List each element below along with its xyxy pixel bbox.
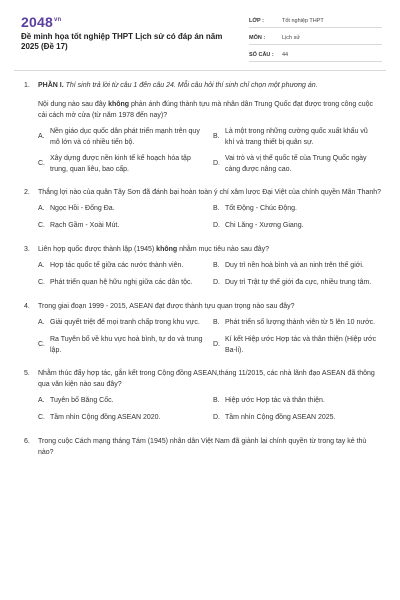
answer-options [38,396,382,424]
question-number: 4. [24,303,30,310]
question-heading [24,187,382,198]
option-text: Hợp tác quốc tế giữa các nước thành viên. [50,262,184,270]
question-stem: Trong giai đoạn 1999 - 2015, ASEAN đạt được thành tựu quan trọng nào sau đây? [38,303,295,310]
logo-text: 2048 [21,14,53,30]
question-heading [24,244,382,255]
option-letter: D. [213,279,220,287]
meta-row-count [249,48,382,62]
option-a[interactable] [38,318,207,329]
option-letter: B. [213,319,220,327]
option-text: Phát triển quan hệ hữu nghị giữa các dân tộc. [50,279,193,287]
option-text: Chi Lăng - Xương Giang. [225,222,304,230]
question-stem: Nhằm thúc đẩy hợp tác, gắn kết trong Cộng đồng ASEAN,tháng 11/2015, các nhà lãnh đạo ASEAN đã thông qua văn kiện nào sau đây? [38,370,375,388]
option-letter: C. [38,160,45,168]
document-title: Đề minh họa tốt nghiệp THPT Lịch sử có đáp án năm 2025 (Đề 17) [21,32,223,51]
answer-options [38,261,382,289]
option-a[interactable] [38,204,207,215]
meta-value: Lịch sử [282,34,301,41]
header-divider [14,70,386,71]
question-number: 1. [24,82,30,89]
option-letter: D. [213,341,220,349]
option-c[interactable] [38,154,207,175]
option-c[interactable] [38,335,207,356]
option-text: Duy trì nền hoà bình và an ninh trên thế giới. [225,262,364,270]
option-text: Tốt Động - Chúc Động. [225,205,297,213]
option-text: Nền giáo dục quốc dân phát triển mạnh trên quy mô lớn và có nhiều tiến bộ. [50,128,200,146]
part-heading [24,80,382,91]
option-text: Ngọc Hồi - Đống Đa. [50,205,115,213]
option-d[interactable] [213,335,382,356]
option-d[interactable] [213,154,382,175]
option-letter: C. [38,414,45,422]
option-letter: C. [38,222,45,230]
answer-options [38,318,382,356]
option-c[interactable] [38,278,207,289]
question-list [24,80,382,470]
logo-suffix: vn [53,17,62,24]
option-letter: D. [213,414,220,422]
question-heading [24,301,382,312]
part-instructions [38,80,382,91]
option-a[interactable] [38,127,207,148]
question-stem: Thắng lợi nào của quân Tây Sơn đã đánh bại hoàn toàn ý chí xâm lược Đại Việt của chính quyền Mãn Thanh? [38,189,382,196]
option-text: Xây dựng được nền kinh tế kế hoạch hóa tập trung, quan liêu, bao cấp. [50,155,191,173]
option-a[interactable] [38,261,207,272]
option-letter: A. [38,262,45,270]
option-text: Tầm nhìn Cộng đồng ASEAN 2020. [50,414,161,422]
question-5 [24,368,382,424]
question-stem: Trong cuộc Cách mạng tháng Tám (1945) nhân dân Việt Nam đã giành lại chính quyền từ trong tay kẻ thù nào? [38,438,367,456]
option-text: Phát triển số lượng thành viên từ 5 lên 10 nước. [225,319,376,327]
meta-value: Tốt nghiệp THPT [282,17,324,24]
option-b[interactable] [213,204,382,215]
question-stem [38,244,382,255]
part-description: Thí sinh trả lời từ câu 1 đến câu 24. Mỗi câu hỏi thí sinh chỉ chọn một phương án. [65,82,318,89]
option-text: Tuyên bố Băng Cốc. [50,397,114,405]
stem-emphasis: không [108,101,130,108]
question-6 [24,436,382,458]
meta-label: LỚP : [249,17,264,24]
option-letter: A. [38,397,45,405]
option-letter: B. [213,205,220,213]
option-a[interactable] [38,396,207,407]
option-text: Vai trò và vị thế quốc tế của Trung Quốc ngày càng được nâng cao. [225,155,367,173]
option-letter: D. [213,160,220,168]
meta-label: MÔN : [249,34,266,41]
question-heading [24,436,382,458]
option-letter: B. [213,133,220,141]
part-title: PHẦN I. [38,82,64,89]
question-2 [24,187,382,232]
option-text: Ra Tuyên bố về khu vực hoà bình, tự do và trung lập. [50,336,203,354]
option-text: Tầm nhìn Cộng đồng ASEAN 2025. [225,414,336,422]
stem-text: phản ánh đúng thành tựu mà nhân dân Trung Quốc đạt được trong công cuộc cải cách mở cửa (từ năm 1978 đến nay)? [38,101,374,119]
meta-row-subject [249,31,382,45]
question-number: 5. [24,370,30,377]
site-logo[interactable] [21,14,61,30]
document-header [0,0,400,62]
option-d[interactable] [213,413,382,424]
question-3 [24,244,382,289]
stem-emphasis: không [156,246,178,253]
option-letter: D. [213,222,220,230]
question-stem [38,99,382,121]
meta-row-class [249,14,382,28]
option-text: Duy trì Trật tự thế giới đa cực, nhiều trung tâm. [225,279,372,287]
document-meta [249,14,382,65]
option-d[interactable] [213,278,382,289]
answer-options [38,204,382,232]
meta-label: SỐ CÂU : [249,51,274,58]
answer-options [38,127,382,175]
option-letter: A. [38,205,45,213]
stem-text: nhằm mục tiêu nào sau đây? [177,246,270,253]
question-1 [24,80,382,175]
option-letter: C. [38,279,45,287]
question-heading [24,368,382,390]
option-text: Là một trong những cường quốc xuất khẩu vũ khí và trang thiết bị quân sự. [225,128,368,146]
stem-text: Nội dung nào sau đây [38,101,109,108]
meta-value: 44 [282,51,289,58]
option-b[interactable] [213,318,382,329]
question-4 [24,301,382,356]
option-d[interactable] [213,221,382,232]
option-b[interactable] [213,261,382,272]
option-c[interactable] [38,221,207,232]
option-b[interactable] [213,396,382,407]
option-text: Kí kết Hiệp ước Hợp tác và thân thiện (Hiệp ước Ba-li). [225,336,377,354]
option-text: Giải quyết triệt để mọi tranh chấp trong khu vực. [50,319,200,327]
option-letter: A. [38,319,45,327]
option-c[interactable] [38,413,207,424]
option-text: Hiệp ước Hợp tác và thân thiện. [225,397,325,405]
question-number: 2. [24,189,30,196]
option-b[interactable] [213,127,382,148]
question-number: 3. [24,246,30,253]
option-text: Rạch Gầm - Xoài Mút. [50,222,120,230]
option-letter: A. [38,133,45,141]
option-letter: B. [213,397,220,405]
option-letter: C. [38,341,45,349]
option-letter: B. [213,262,220,270]
stem-text: Liên hợp quốc được thành lập (1945) [38,246,157,253]
question-number: 6. [24,438,30,445]
